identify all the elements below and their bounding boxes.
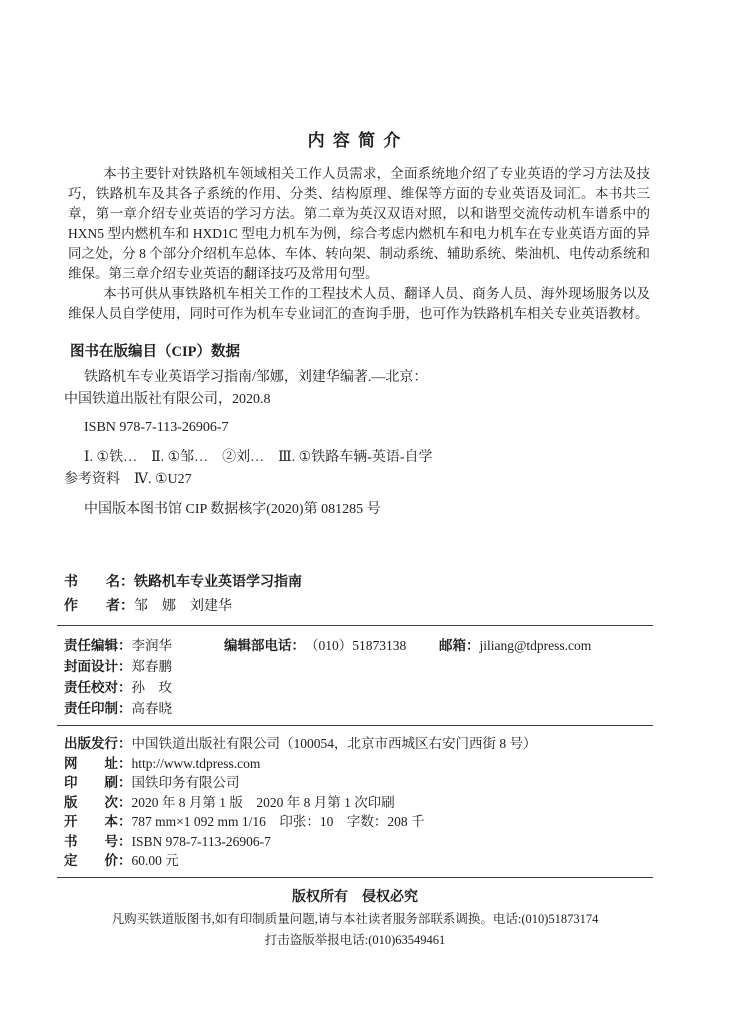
format-label: 开 本： xyxy=(64,814,132,829)
book-author-label: 作 者： xyxy=(64,599,134,614)
summary-paragraph-1: 本书主要针对铁路机车领域相关工作人员需求，全面系统地介绍了专业英语的学习方法及技巧，铁路机车及其各子系统的作用、分类、结构原理、维保等方面的专业英语及词汇。本书共三章，第一章介绍专业英语的学习方法。第二章为英汉双语对照，以和谐型交流传动机车谱系中的 HXN5 型内燃机车和 HXD1C 型电力机车为例，综合考虑内燃机车和电力机车在专业英语方面的异同之处，分 8 个部分介绍机车总体、车体、转向架、制动系统、辅助系统、柴油机、电传动系统和维保。第三章介绍专业英语的翻译技巧及常用句型。 xyxy=(68,166,650,281)
proofreader-label: 责任校对： xyxy=(64,680,132,695)
staff-info xyxy=(57,635,653,719)
format-value: 787 mm×1 092 mm 1/16 印张：10 字数：208 千 xyxy=(131,814,425,829)
staff-row-cover-design xyxy=(64,656,653,677)
content-summary xyxy=(68,164,650,324)
book-name-label: 书 名： xyxy=(64,575,134,590)
website-row xyxy=(64,754,653,774)
dept-phone-label: 编辑部电话： xyxy=(224,638,305,653)
staff-row-print-supervisor xyxy=(64,698,653,719)
isbn-value: ISBN 978-7-113-26906-7 xyxy=(131,833,271,849)
staff-row-editor xyxy=(64,635,653,656)
publisher-value: 中国铁道出版社有限公司（100054，北京市西城区右安门西街 8 号） xyxy=(131,736,537,751)
email-value: jiliang@tdpress.com xyxy=(479,638,592,653)
email-label: 邮箱： xyxy=(439,638,480,653)
print-supervisor-value: 高春晓 xyxy=(131,701,172,716)
isbn-label: 书 号： xyxy=(64,833,132,849)
copyright-footer xyxy=(57,887,653,952)
cip-isbn: ISBN 978-7-113-26906-7 xyxy=(84,420,229,435)
book-name-row xyxy=(64,571,653,595)
book-name-value: 铁路机车专业英语学习指南 xyxy=(134,575,302,590)
price-value: 60.00 元 xyxy=(131,853,179,868)
publisher-row xyxy=(64,734,653,754)
content-summary-title: 内 容 简 介 xyxy=(307,131,403,150)
print-supervisor-label: 责任印制： xyxy=(64,701,132,716)
cip-record xyxy=(57,499,653,521)
book-author-row xyxy=(64,595,653,619)
divider-3 xyxy=(57,877,653,878)
book-author-value: 邹 娜 刘建华 xyxy=(134,599,232,614)
editor-value: 李润华 xyxy=(131,638,172,653)
edition-label: 版 次： xyxy=(64,794,132,810)
cip-record-number: 中国版本图书馆 CIP 数据核字(2020)第 081285 号 xyxy=(84,502,381,517)
cover-design-label: 封面设计： xyxy=(64,659,132,674)
cip-title-line: 铁路机车专业英语学习指南/邹娜，刘建华编著.—北京： xyxy=(84,370,428,385)
edition-row xyxy=(64,793,653,813)
dept-phone-cell xyxy=(224,635,439,656)
price-row xyxy=(64,851,653,871)
anti-piracy-line: 打击盗版举报电话:(010)63549461 xyxy=(264,933,446,947)
divider-1 xyxy=(57,625,653,626)
website-value: http://www.tdpress.com xyxy=(131,755,261,771)
publisher-label: 出版发行： xyxy=(64,736,132,751)
quality-service-line: 凡购买铁道版图书,如有印制质量问题,请与本社读者服务部联系调换。电话:(010)51873174 xyxy=(111,911,599,926)
cip-classification xyxy=(57,447,653,491)
printer-value: 国铁印务有限公司 xyxy=(131,775,240,790)
cip-class-line-1: Ⅰ. ①铁… Ⅱ. ①邹… ②刘… Ⅲ. ①铁路车辆-英语-自学 xyxy=(84,450,433,465)
publication-info xyxy=(57,734,653,871)
editor-label: 责任编辑： xyxy=(64,638,132,653)
editor-cell xyxy=(64,635,224,656)
printer-label: 印 刷： xyxy=(64,775,132,790)
book-info xyxy=(57,571,653,619)
printer-row xyxy=(64,773,653,793)
website-label: 网 址： xyxy=(64,755,132,771)
dept-phone-value: （010）51873138 xyxy=(305,638,407,653)
copyright-notice: 版权所有 侵权必究 xyxy=(292,889,418,905)
isbn-row xyxy=(64,832,653,852)
summary-paragraph-2: 本书可供从事铁路机车相关工作的工程技术人员、翻译人员、商务人员、海外现场服务以及维保人员自学使用，同时可作为机车专业词汇的查询手册，也可作为铁路机车相关专业英语教材。 xyxy=(68,286,650,321)
edition-value: 2020 年 8 月第 1 版 2020 年 8 月第 1 次印刷 xyxy=(131,794,395,810)
cover-design-value: 郑春鹏 xyxy=(131,659,172,674)
email-cell xyxy=(439,635,653,656)
cip-class-line-2: 参考资料 Ⅳ. ①U27 xyxy=(64,472,192,487)
cip-publisher-line: 中国铁道出版社有限公司，2020.8 xyxy=(64,392,271,407)
cip-publication-info xyxy=(57,367,653,439)
staff-row-proofreader xyxy=(64,677,653,698)
divider-2 xyxy=(57,725,653,726)
format-row xyxy=(64,812,653,832)
cip-heading: 图书在版编目（CIP）数据 xyxy=(70,344,240,360)
price-label: 定 价： xyxy=(64,853,132,868)
proofreader-value: 孙 玫 xyxy=(131,680,172,695)
